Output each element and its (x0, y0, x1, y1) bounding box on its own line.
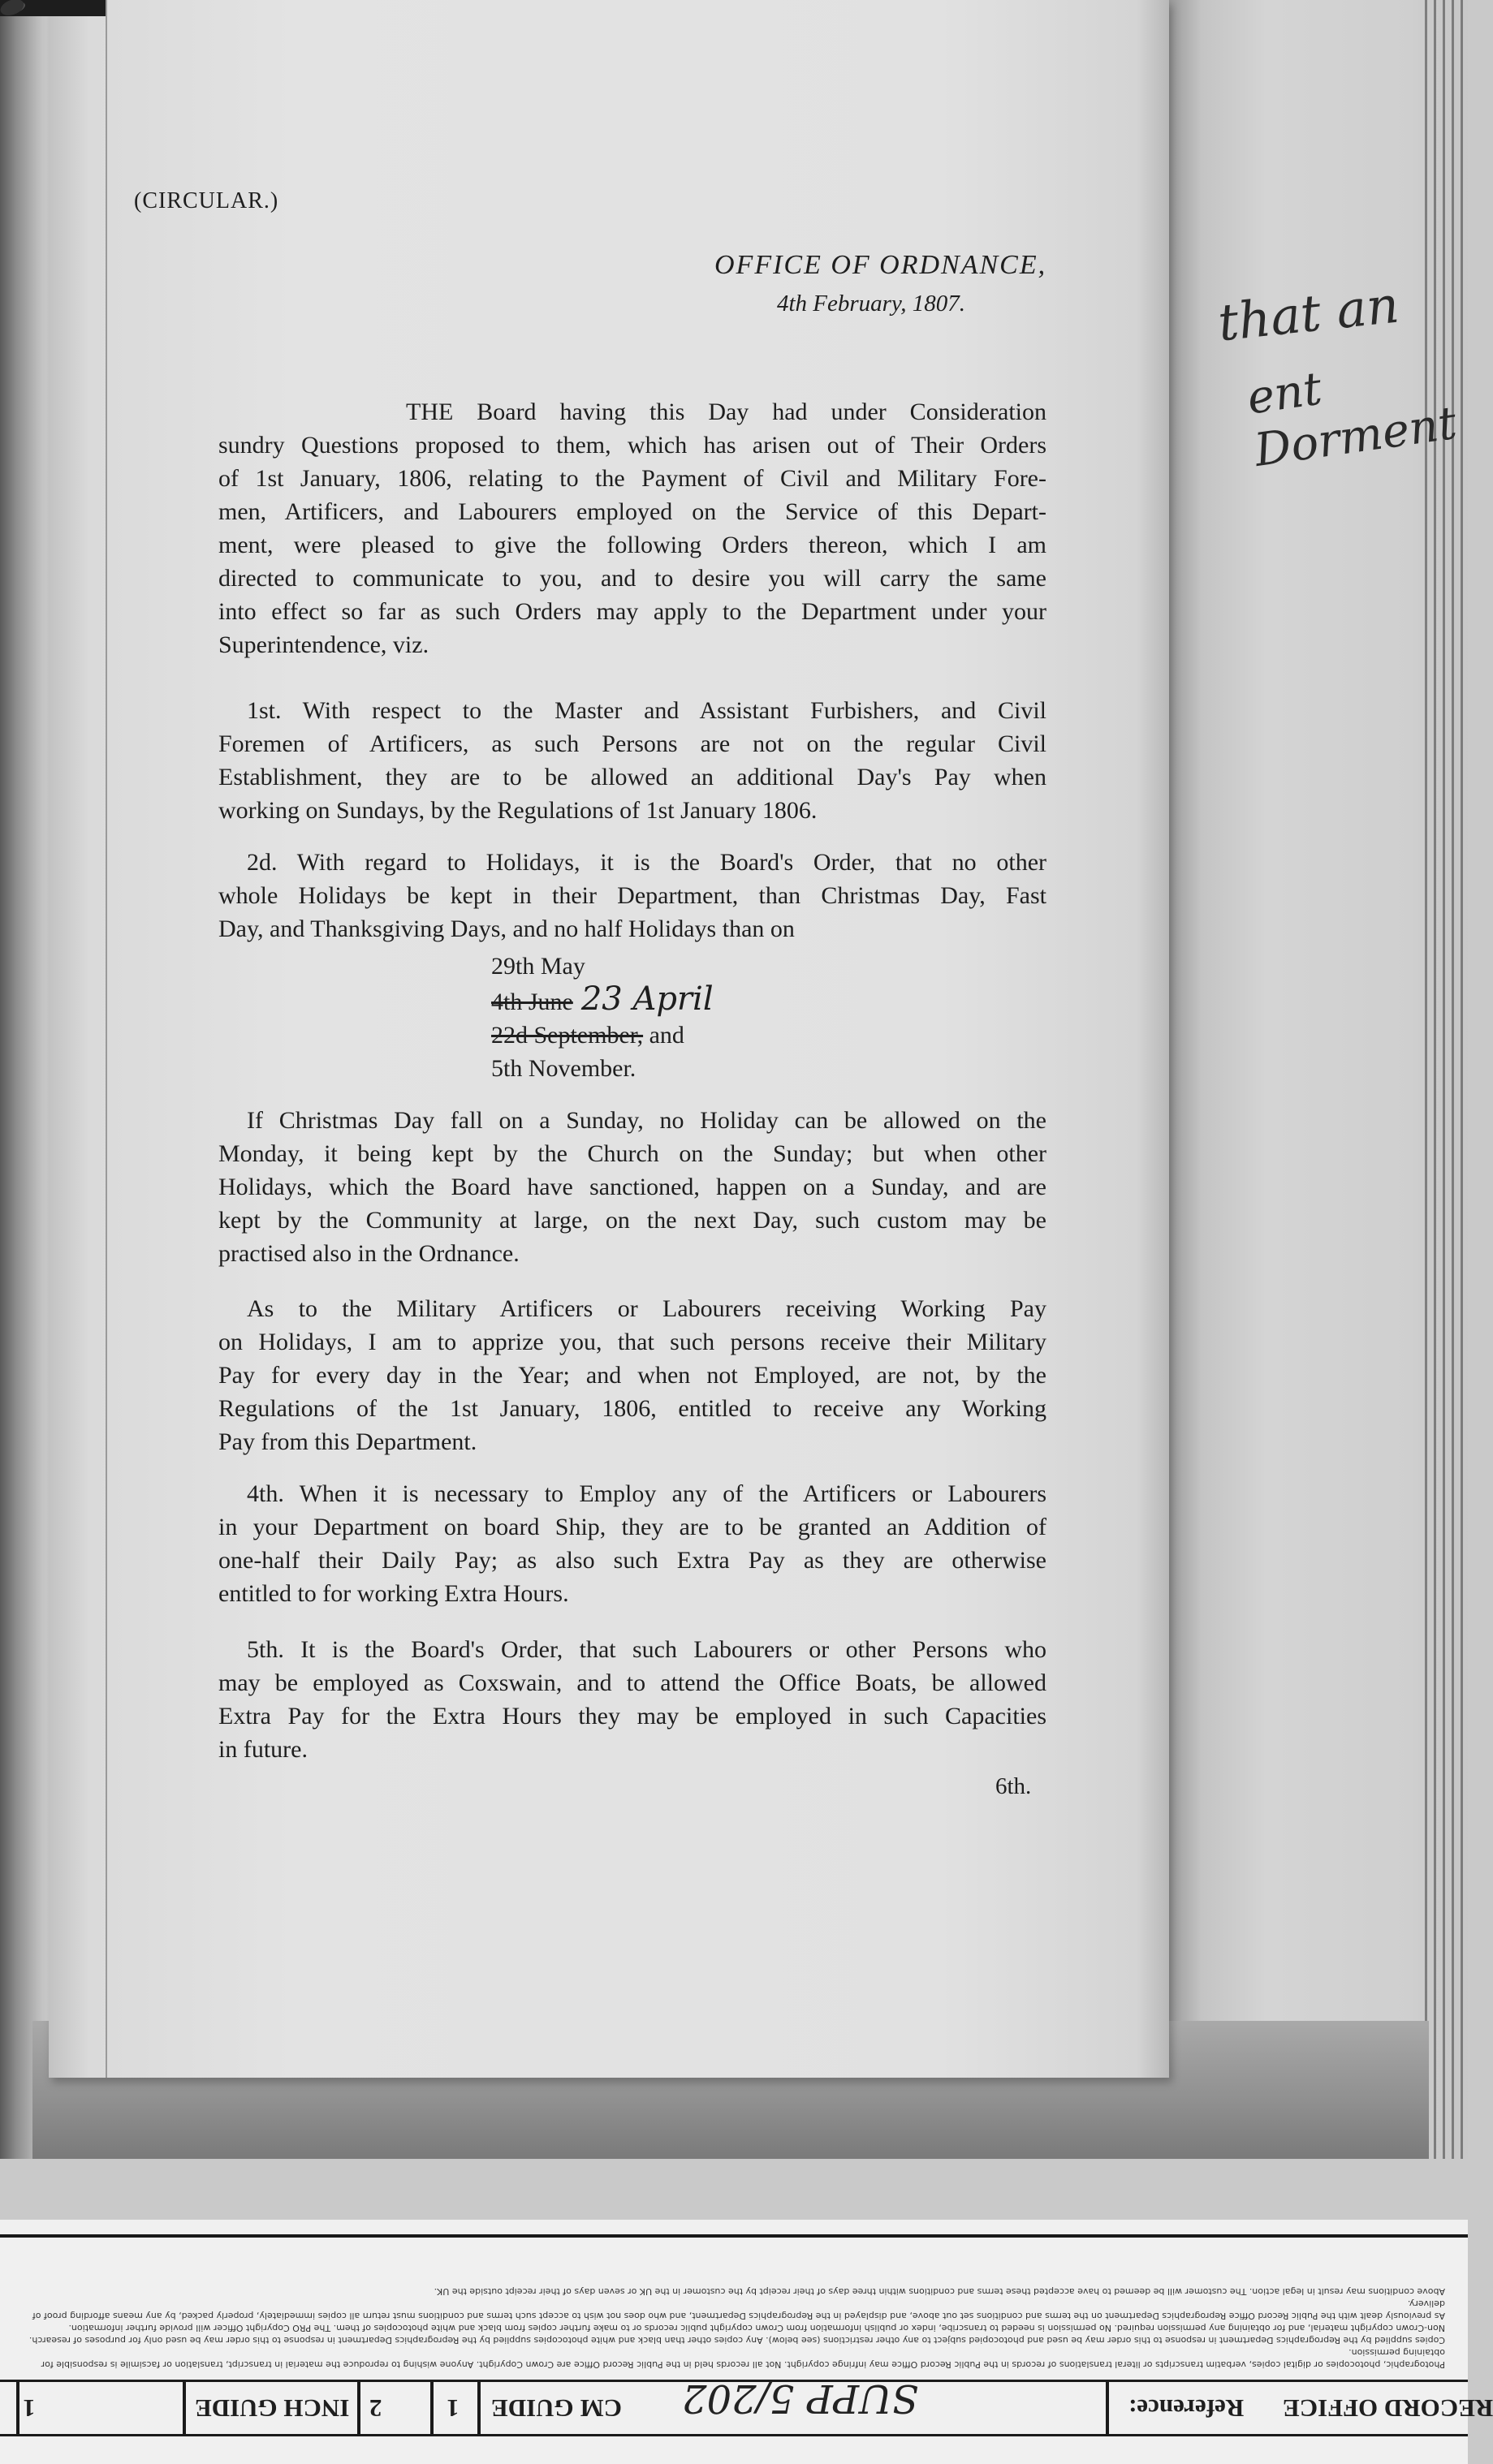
cm-mark-1: 1 (447, 2394, 460, 2423)
reference-handwritten: SUPP 5/202 (682, 2376, 919, 2421)
inch-mark-1: 1 (23, 2394, 36, 2423)
text-line: Extra Pay for the Extra Hours they may be employed in such Capacities (218, 1703, 1046, 1730)
bar-divider (183, 2382, 186, 2434)
text-line: in future. (218, 1736, 308, 1763)
stamp-rule (0, 2234, 1468, 2238)
circular-heading: (CIRCULAR.) (134, 188, 279, 213)
text-line: kept by the Community at large, on the next Day, such custom may be (218, 1207, 1046, 1234)
text-line: If Christmas Day fall on a Sunday, no Holiday can be allowed on the (247, 1107, 1046, 1134)
text-line: working on Sundays, by the Regulations of 1st January 1806. (218, 797, 818, 824)
text-line: Day, and Thanksgiving Days, and no half Holidays than on (218, 915, 795, 942)
reference-label: Reference: (1128, 2394, 1245, 2423)
holiday-june-row (491, 980, 714, 1019)
notice-line: Photographic, photocopies or digital copies, verbatim transcripts or literal translations of records in the Public Record Office may infringe copyright. Not all records held in the Public Record Office are Crown Copyright. Anyone wishing to reproduce the material in transcript, translation or facsimile is responsible for obtaining permission. (41, 2347, 1445, 2370)
page-fold-line (106, 0, 107, 2078)
holiday-and: and (649, 1022, 684, 1049)
military-paragraph (218, 1292, 1046, 1458)
text-line: practised also in the Ordnance. (218, 1240, 520, 1267)
christmas-paragraph (218, 1104, 1046, 1270)
record-office-label: RECORD OFFICE (1283, 2394, 1493, 2423)
text-line: 1st. With respect to the Master and Assistant Furbishers, and Civil (247, 697, 1046, 724)
letter-date: 4th February, 1807. (777, 291, 965, 317)
cm-guide-label: CM GUIDE (491, 2394, 623, 2423)
margin-handwriting-1: that an (1215, 274, 1402, 353)
holiday-november: 5th November. (491, 1055, 636, 1082)
record-office-stamp (0, 2220, 1493, 2464)
holiday-june-struck: 4th June (491, 989, 573, 1015)
handwritten-correction: 23 April (580, 980, 714, 1018)
text-line: As to the Military Artificers or Labourers receiving Working Pay (247, 1295, 1046, 1322)
office-heading: OFFICE OF ORDNANCE, (714, 250, 1047, 280)
holiday-september-row (491, 1019, 714, 1052)
intro-paragraph (218, 395, 1046, 661)
text-line: Monday, it being kept by the Church on the Sunday; but when other (218, 1140, 1046, 1167)
cm-mark-2: 2 (369, 2394, 382, 2423)
copyright-notice (24, 2249, 1445, 2371)
text-line: Pay from this Department. (218, 1428, 477, 1455)
text-line: whole Holidays be kept in their Department, than Christmas Day, Fast (218, 882, 1046, 909)
text-line: on Holidays, I am to apprize you, that such persons receive their Military (218, 1329, 1046, 1355)
inch-guide-label: INCH GUIDE (195, 2394, 350, 2423)
text-line: one-half their Daily Pay; as also such Extra Pay as they are otherwise (218, 1547, 1046, 1574)
stacked-page-edges (1425, 0, 1468, 2159)
text-line: sundry Questions proposed to them, which has arisen out of Their Orders (218, 432, 1046, 459)
text-line: Pay for every day in the Year; and when not Employed, are not, by the (218, 1362, 1046, 1389)
second-order-paragraph (218, 846, 1046, 946)
first-order-paragraph (218, 694, 1046, 827)
notice-line: Above conditions may result in legal action. The customer will be deemed to have accepted these terms and conditions within three days of their receipt by the customer in the UK or seven days of their receipt outside the UK. (434, 2286, 1445, 2297)
text-line: may be employed as Coxswain, and to attend the Office Boats, be allowed (218, 1669, 1046, 1696)
text-line: THE Board having this Day had under Consideration (406, 398, 1046, 425)
notice-line: Non-Crown copyright material, and for obtaining any permission required. No permission is needed to transcribe, index or publish information from Crown copyright public records or to make further copies from black and white photocopies of them. The PRO Copyright Officer will provide further information. (68, 2323, 1445, 2333)
bar-divider (430, 2382, 434, 2434)
text-line: 4th. When it is necessary to Employ any of the Artificers or Labourers (247, 1480, 1046, 1507)
text-line: ment, were pleased to give the following Orders thereon, which I am (218, 532, 1046, 558)
catchword: 6th. (995, 1773, 1032, 1799)
text-line: entitled to for working Extra Hours. (218, 1580, 569, 1607)
text-line: Superintendence, viz. (218, 631, 429, 658)
text-line: 5th. It is the Board's Order, that such Labourers or other Persons who (247, 1636, 1046, 1663)
notice-line: Copies supplied by the Reprographics Department in response to this order may be used and photocopied subject to any other restrictions (see below). Any copies other than black and white photocopies supplied by the Reprographics Department in response to this order may be used only for purposes of research. (28, 2335, 1445, 2346)
text-line: Establishment, they are to be allowed an additional Day's Pay when (218, 764, 1046, 790)
margin-handwriting-2: ent Dorment (1244, 362, 1461, 478)
text-line: Holidays, which the Board have sanctioned, happen on a Sunday, and are (218, 1174, 1046, 1200)
holiday-list (491, 950, 714, 1085)
holiday-september-struck: 22d September, (491, 1022, 644, 1049)
text-line: Regulations of the 1st January, 1806, entitled to receive any Working (218, 1395, 1046, 1422)
scan-left-edge (0, 0, 49, 2159)
notice-line: As previously dealt with the Public Record Office Reprographics Department on the terms and conditions set out above, and displayed in the Reprographics Department, and who does not wish to accept such terms and conditions must return all copies immediately, properly packed, by any means affording proof of delivery. (32, 2298, 1445, 2321)
fourth-order-paragraph (218, 1477, 1046, 1610)
text-line: directed to communicate to you, and to desire you will carry the same (218, 565, 1046, 592)
bar-divider (1106, 2382, 1109, 2434)
bar-divider (16, 2382, 19, 2434)
text-line: in your Department on board Ship, they are to be granted an Addition of (218, 1514, 1046, 1540)
fifth-order-paragraph (218, 1633, 1046, 1766)
text-line: Foremen of Artificers, as such Persons are not on the regular Civil (218, 730, 1046, 757)
text-line: of 1st January, 1806, relating to the Payment of Civil and Military Fore- (218, 465, 1046, 492)
text-line: into effect so far as such Orders may apply to the Department under your (218, 598, 1046, 625)
bar-divider (357, 2382, 360, 2434)
text-line: men, Artificers, and Labourers employed on the Service of this Depart- (218, 498, 1046, 525)
holiday-may: 29th May (491, 953, 585, 980)
text-line: 2d. With regard to Holidays, it is the Board's Order, that no other (247, 849, 1046, 876)
bar-divider (477, 2382, 481, 2434)
